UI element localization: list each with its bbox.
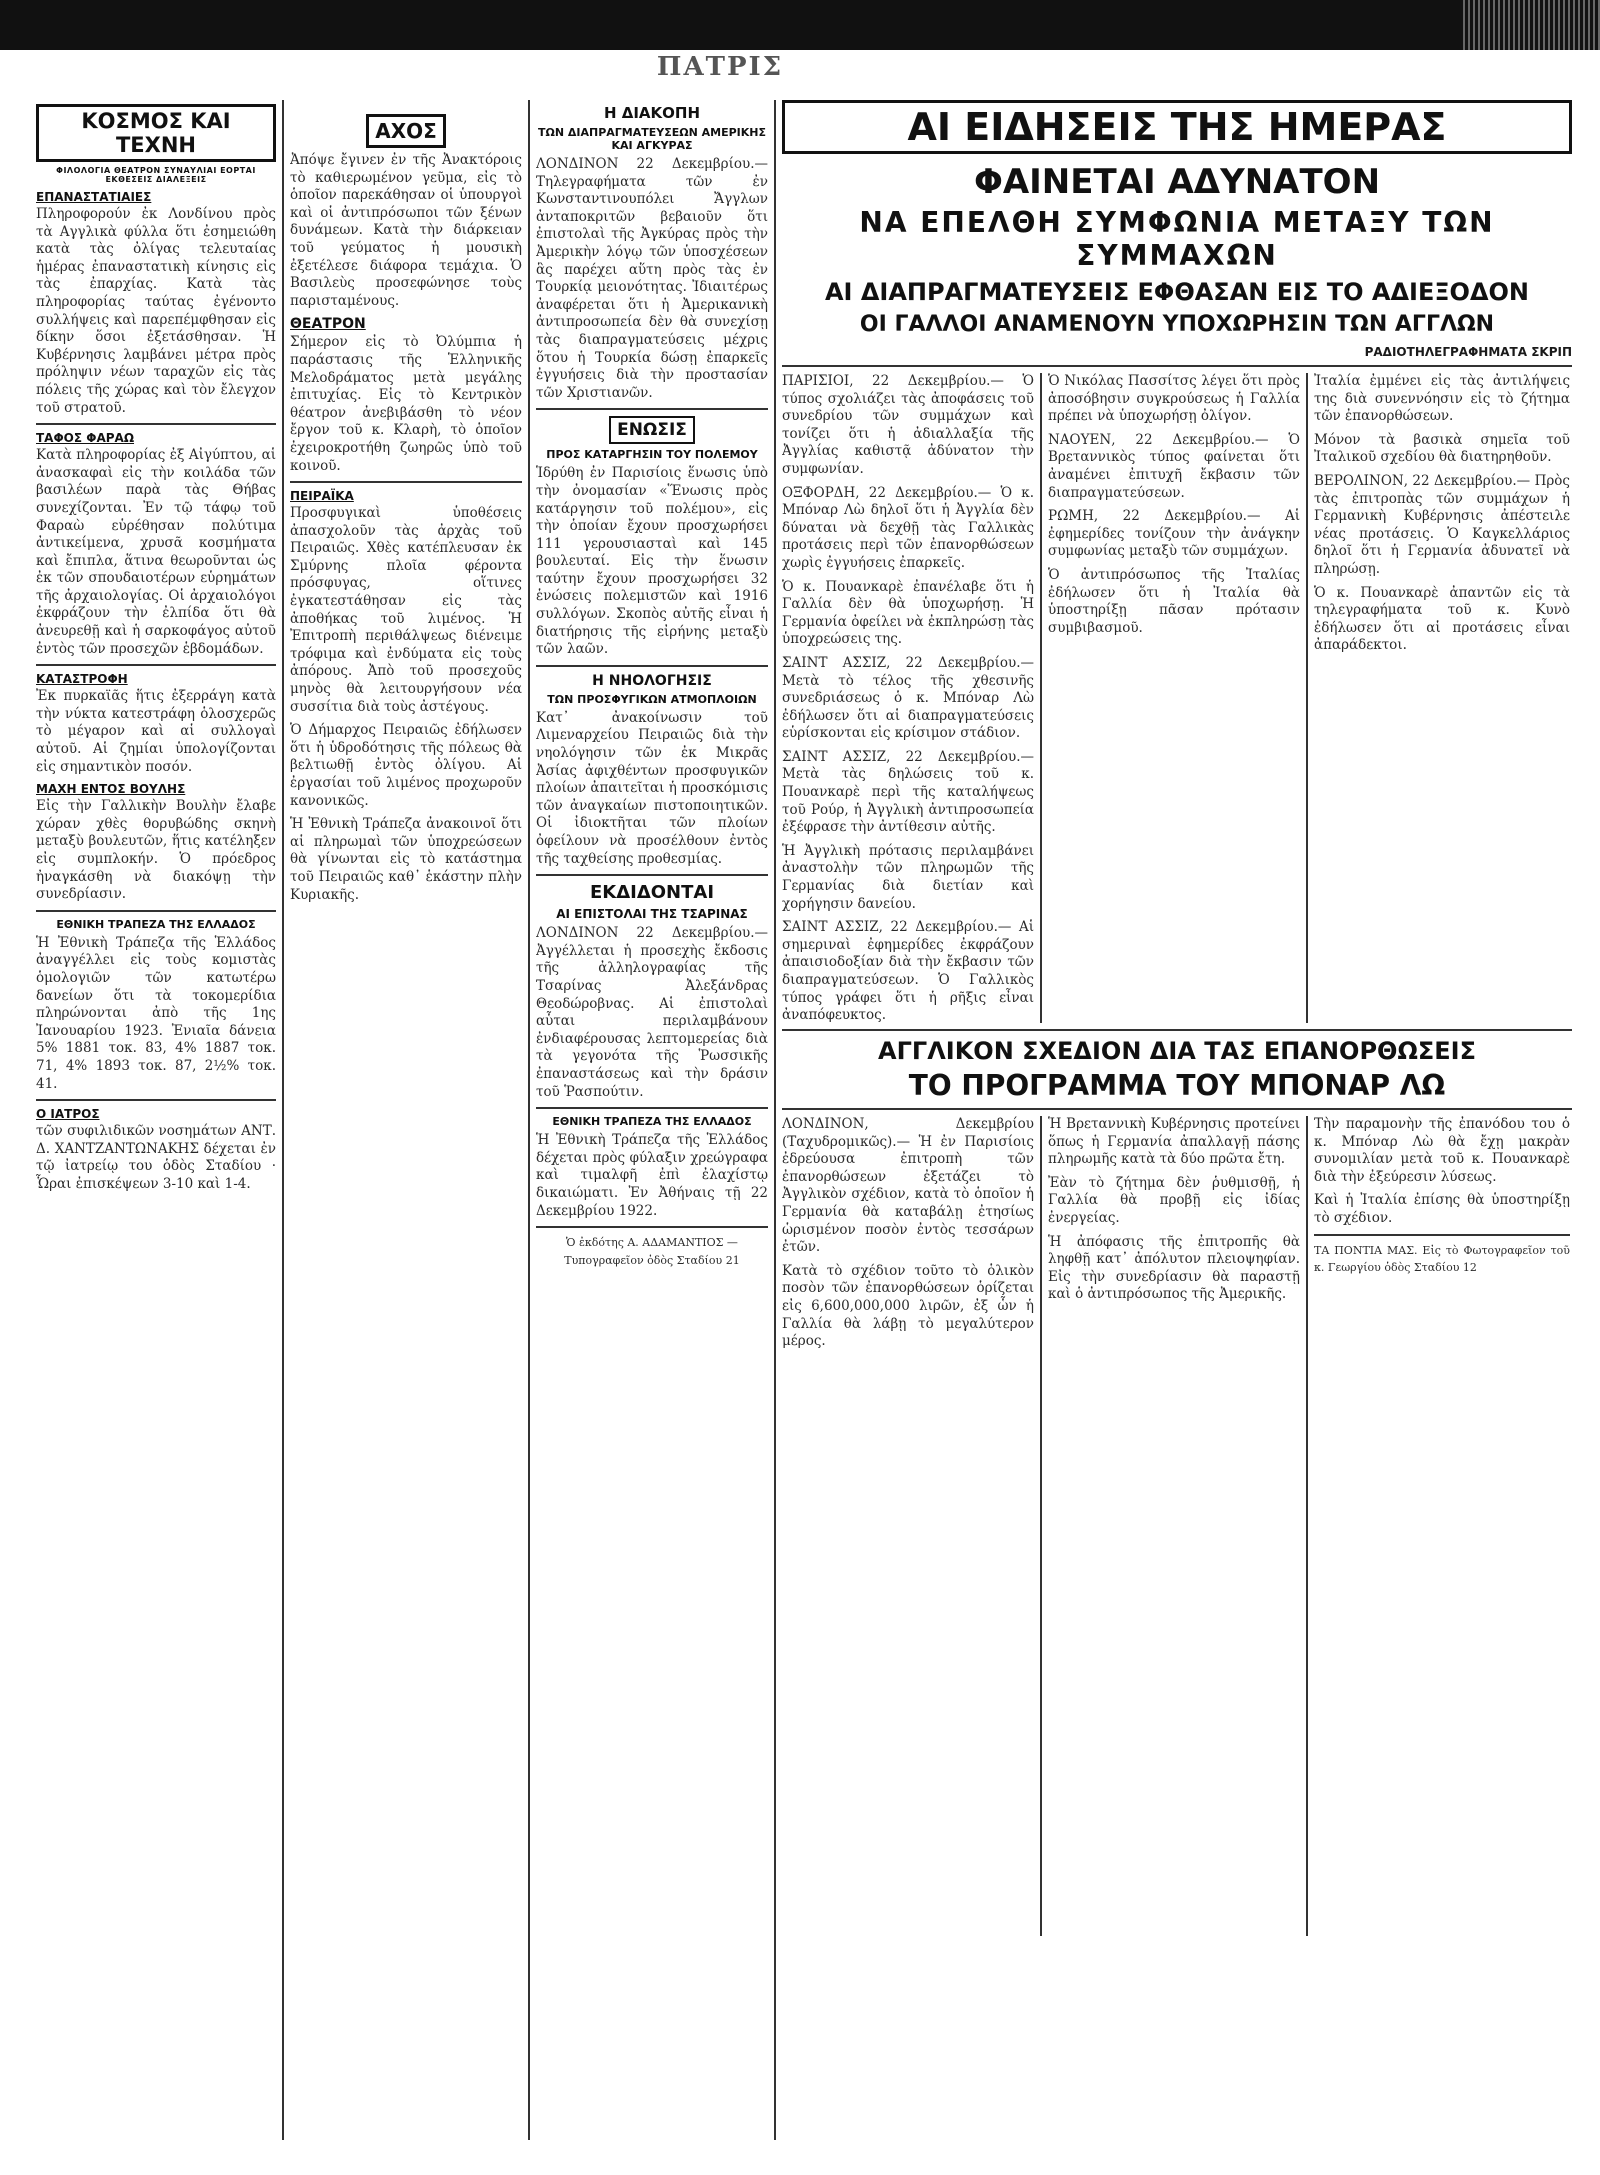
article-italia: Ἰταλία ἐμμένει εἰς τὰς ἀντιλήψεις της διὰ συνεννόησιν εἰς τὸ ζήτημα τῶν ἐπανορθώσεων. [1314,373,1570,425]
radiotelegrams-label: ΡΑΔΙΟΤΗΛΕΓΡΑΦΗΜΑΤΑ ΣΚΡΙΠ [1364,345,1572,359]
article-parisioi: ΠΑΡΙΣΙΟΙ, 22 Δεκεμβρίου.— Ὁ τύπος σχολιάζει τὰς ἀποφάσεις τοῦ συνεδρίου τῶν συμμάχων καὶ τονίζει ὅτι ἡ ἀδιαλλαξία τῆς Ἀγγλίας καθιστᾷ ἀδύνατον τὴν συμφωνίαν. [782,373,1034,477]
divider [782,365,1572,367]
heading-enosis: ΕΝΩΣΙΣ [609,416,695,444]
subheading-enosis: ΠΡΟΣ ΚΑΤΑΡΓΗΣΙΝ ΤΟΥ ΠΟΛΕΜΟΥ [546,448,758,462]
divider [782,1108,1572,1110]
heading-maxi-entos-voulis: ΜΑΧΗ ΕΝΤΟΣ ΒΟΥΛΗΣ [36,782,186,797]
article-maxi-entos-voulis: Εἰς τὴν Γαλλικὴν Βουλὴν ἔλαβε χώραν χθὲς θορυβώδης σκηνὴ μεταξὺ βουλευτῶν, ἥτις κατέληξεν εἰς συμπλοκήν. Ὁ πρόεδρος ἠναγκάσθη νὰ διακόψῃ τὴν συνεδρίασιν. [36,798,276,903]
column-rule [1040,373,1042,1023]
divider [536,665,768,667]
article-apofasis-epitropis: Ἡ ἀπόφασις τῆς ἐπιτροπῆς θὰ ληφθῇ κατ᾽ ἀπόλυτον πλειοψηφίαν. Εἰς τὴν συνεδρίασιν θὰ παραστῇ καὶ ὁ ἀντιπρόσωπος τῆς Ἀμερικῆς. [1048,1233,1300,1303]
news-column-4 [782,1116,1034,1936]
article-niologisis: Κατ᾽ ἀνακοίνωσιν τοῦ Λιμεναρχείου Πειραιῶς διὰ τὴν νηολόγησιν τῶν ἐκ Μικρᾶς Ἀσίας ἀφιχθέντων προσφυγικῶν πλοίων ἀπαιτεῖται ἡ προσκόμισις τῶν ἀναγκαίων πιστοποιητικῶν. Οἱ ἰδιοκτῆται τῶν πλοίων ὀφείλουν νὰ προσέλθουν ἐντὸς τῆς ταχθείσης προθεσμίας. [536,709,768,867]
notice-ethniki-trapeza-2: Ἡ Ἐθνικὴ Τράπεζα τῆς Ἑλλάδος δέχεται πρὸς φύλαξιν χρεώγραφα καὶ τιμαλφῆ ἐπὶ ἐλαχίστῳ δικαιώματι. Ἐν Ἀθήναις τῇ 22 Δεκεμβρίου 1922. [536,1132,768,1219]
article-romi: ΡΩΜΗ, 22 Δεκεμβρίου.— Αἱ ἐφημερίδες τονίζουν τὴν ἀνάγκην συμφωνίας μεταξὺ τῶν συμμάχων. [1048,508,1300,560]
article-diakopi: ΛΟΝΔΙΝΟΝ 22 Δεκεμβρίου.— Τηλεγραφήματα τῶν ἐν Κωνσταντινουπόλει Ἄγγλων ἀνταποκριτῶν βεβαιοῦν ὅτι ἐπιστολαὶ τῆς Ἀγκύρας πρὸς τὴν Ἀμερικὴν λόγῳ τῶν ὑποσχέσεων ἃς παρέχει αὕτη πρὸς τὰς ἐν Τουρκίᾳ μειονότητας. Ἰδιαιτέρως ἀναφέρεται ὅτι ἡ Ἀμερικανικὴ ἀντιπροσωπεία δὲν θὰ συνεχίσῃ τὰς διαπραγματεύσεις μέχρις ὅτου ἡ Τουρκία δώσῃ ἐπαρκεῖς ἐγγυήσεις διὰ τὴν προστασίαν τῶν Χριστιανῶν. [536,156,768,401]
article-synoliko-poso: Κατὰ τὸ σχέδιον τοῦτο τὸ ὁλικὸν ποσὸν τῶν ἐπανορθώσεων ὁρίζεται εἰς 6,600,000,000 λιρῶν, ἐξ ὧν ἡ Γαλλία θὰ λάβῃ τὸ μεγαλύτερον μέρος. [782,1262,1034,1350]
article-peiraika-cont2: Ἡ Ἐθνικὴ Τράπεζα ἀνακοινοῖ ὅτι αἱ πληρωμαὶ τῶν ὑποχρεώσεων θὰ γίνωνται εἰς τὸ κατάστημα τοῦ Πειραιῶς καθ᾽ ἑκάστην πλὴν Κυριακῆς. [290,816,522,903]
divider [536,874,768,876]
article-italia-antiprosopos: Ὁ ἀντιπρόσωπος τῆς Ἰταλίας ἐδήλωσεν ὅτι ἡ Ἰταλία θὰ ὑποστηρίξῃ πᾶσαν πρότασιν συμβιβασμοῦ. [1048,566,1300,636]
divider [36,664,276,666]
column-rule [774,100,776,2140]
heading-peiraika: ΠΕΙΡΑΪΚΑ [290,489,354,504]
heading-theatron: ΘΕΑΤΡΟΝ [290,316,366,333]
divider [536,1107,768,1109]
article-theatron: Σήμερον εἰς τὸ Ὀλύμπια ἡ παράστασις τῆς Ἑλληνικῆς Μελοδράματος μετὰ μεγάλης ἐπιτυχίας. Εἰς τὸ Κεντρικὸν θέατρον ἀνεβιβάσθη τὸ νέον ἔργον τοῦ κ. Κλαρὴ, τὸ ὁποῖον ἐχειροκροτήθη ζωηρῶς ὑπὸ τοῦ κοινοῦ. [290,334,522,474]
article-peiraika-cont: Ὁ Δήμαρχος Πειραιῶς ἐδήλωσεν ὅτι ἡ ὑδροδότησις τῆς πόλεως θὰ βελτιωθῇ ἐντὸς ὀλίγου. Αἱ ἐργασίαι τοῦ λιμένος προχωροῦν κανονικῶς. [290,722,522,809]
heading-katastrofi: ΚΑΤΑΣΤΡΟΦΗ [36,672,128,687]
banner-eidiseis: ΑΙ ΕΙΔΗΣΕΙΣ ΤΗΣ ΗΜΕΡΑΣ [782,100,1572,154]
headline-adynaton: ΦΑΙΝΕΤΑΙ ΑΔΥΝΑΤΟΝ [973,162,1381,202]
news-column-5 [1048,1116,1300,1936]
ad-o-iatros: τῶν συφιλιδικῶν νοσημάτων ΑΝΤ. Δ. ΧΑΝΤΖΑΝΤΩΝΑΚΗΣ δέχεται ἐν τῷ ἰατρείῳ του ὁδὸς Σταδίου · Ὧραι ἐπισκέψεων 3-10 καὶ 1-4. [36,1123,276,1192]
subheading-diakopi: ΤΩΝ ΔΙΑΠΡΑΓΜΑΤΕΥΣΕΩΝ ΑΜΕΡΙΚΗΣ ΚΑΙ ΑΓΚΥΡΑΣ [537,126,767,152]
article-pouankare: Ὁ κ. Πουανκαρὲ ἐπανέλαβε ὅτι ἡ Γαλλία δὲν θὰ ὑποχωρήσῃ. Ἡ Γερμανία ὀφείλει νὰ ἐκπληρώσῃ τὰς ὑποχρεώσεις της. [782,578,1034,648]
column-rule [528,100,530,2140]
article-saint-assiz-2: ΣΑΙΝΤ ΑΣΣΙΖ, 22 Δεκεμβρίου.— Μετὰ τὰς δηλώσεις τοῦ κ. Πουανκαρὲ περὶ τῆς καταλήψεως τοῦ Ρούρ, ἡ Ἀγγλικὴ ἀντιπροσωπεία ἐξέφρασε τὴν ἀντίθεσιν αὐτῆς. [782,748,1034,836]
headline-ypochorisi: ΟΙ ΓΑΛΛΟΙ ΑΝΑΜΕΝΟΥΝ ΥΠΟΧΩΡΗΣΙΝ ΤΩΝ ΑΓΓΛΩΝ [859,312,1495,337]
news-column-6 [1314,1116,1570,1936]
news-column-3 [1314,373,1570,1023]
lower-news-columns [782,1116,1572,1936]
subheading-epistolai-tsarinas: ΑΙ ΕΠΙΣΤΟΛΑΙ ΤΗΣ ΤΣΑΡΙΝΑΣ [556,907,748,922]
masthead-fragment: ΠΑΤΡΙΣ [656,52,784,82]
section-title: ΚΟΣΜΟΣ ΚΑΙ ΤΕΧΝΗ [36,104,276,162]
imprint-footer: Ὁ ἐκδότης Α. ΑΔΑΜΑΝΤΙΟΣ — Τυπογραφεῖον ὁδὸς Σταδίου 21 [564,1236,740,1267]
article-peiraika: Προσφυγικαὶ ὑποθέσεις ἀπασχολοῦν τὰς ἀρχὰς τοῦ Πειραιῶς. Χθὲς κατέπλευσαν ἐκ Σμύρνης πλοῖα φέροντα πρόσφυγας, οἵτινες ἐγκατεστάθησαν εἰς τὰς ἀποθήκας τοῦ λιμένος. Ἡ Ἐπιτροπὴ περιθάλψεως διένειμε τρόφιμα καὶ ἐνδύματα εἰς τοὺς ἀπόρους. Ἀπὸ τοῦ προσεχοῦς μηνὸς θὰ λειτουργήσουν νέα συσσίτια διὰ τοὺς ἀστέγους. [290,505,522,715]
column-rule [1306,1116,1308,1936]
headline-programma-bonar-lo: ΤΟ ΠΡΟΓΡΑΜΜΑ ΤΟΥ ΜΠΟΝΑΡ ΛΩ [908,1069,1446,1102]
column-axos-theatron [290,100,522,2160]
heading-tafos-farao: ΤΑΦΟΣ ΦΑΡΑΩ [36,431,135,446]
news-column-1 [782,373,1034,1023]
article-italiko-schedio: Μόνον τὰ βασικὰ σημεῖα τοῦ Ἰταλικοῦ σχεδίου θὰ διατηρηθοῦν. [1314,431,1570,466]
article-epanastatiai: Πληροφορούν ἐκ Λονδίνου πρὸς τὰ Αγγλικὰ φύλλα ὅτι ἐσημειώθη κατὰ τὰς ὀλίγας τελευταίας ἡμέρας ἐπαναστατικὴ κίνησις εἰς τὰς ἐπαρχίας. Κατὰ τὰς πληροφορίας ταύτας ἐγένοντο συλλήψεις καὶ παρεπέμφθησαν εἰς δίκην ὅσοι ἐξετάσθησαν. Ἡ Κυβέρνησις λαμβάνει μέτρα πρὸς πρόληψιν νέων ταραχῶν εἰς τὰς πόλεις τῆς χώρας καὶ τὸν ἔλεγχον τοῦ στρατοῦ. [36,206,276,416]
news-column-2 [1048,373,1300,1023]
article-verolinon: ΒΕΡΟΛΙΝΟΝ, 22 Δεκεμβρίου.— Πρὸς τὰς ἐπιτροπὰς τῶν συμμάχων ἡ Γερμανικὴ Κυβέρνησις ἀπέστειλε νέας προτάσεις. Ὁ Καγκελλάριος δηλοῖ ὅτι ἡ Γερμανία ἀδυνατεῖ νὰ πληρώσῃ. [1314,472,1570,577]
article-paramoni: Τὴν παραμονὴν τῆς ἐπανόδου του ὁ κ. Μπόναρ Λὼ θὰ ἔχῃ μακρὰν συνομιλίαν μετὰ τοῦ κ. Πουανκαρὲ διὰ τὴν ἐξεύρεσιν λύσεως. [1314,1116,1570,1185]
article-angliki-protasis: Ἡ Ἀγγλικὴ πρότασις περιλαμβάνει ἀναστολὴν τῶν πληρωμῶν τῆς Γερμανίας διὰ διετίαν καὶ χορήγησιν δανείου. [782,842,1034,912]
article-saint-assiz-1: ΣΑΙΝΤ ΑΣΣΙΖ, 22 Δεκεμβρίου.— Μετὰ τὸ τέλος τῆς χθεσινῆς συνεδριάσεως ὁ κ. Μπόναρ Λὼ ἐδήλωσεν ὅτι αἱ διαπραγματεύσεις εὑρίσκονται εἰς κρίσιμον στάδιον. [782,654,1034,742]
article-axos: Ἀπόψε ἔγινεν ἐν τῆς Ἀνακτόροις τὸ καθιερωμένον γεῦμα, εἰς τὸ ὁποῖον παρεκάθησαν οἱ ὑπουργοὶ καὶ οἱ ἀντιπρόσωποι τῶν ξένων δυνάμεων. Κατὰ τὴν διάρκειαν τοῦ γεύματος ἡ μουσικὴ ἐξετέλεσε διάφορα τεμάχια. Ὁ Βασιλεὺς προσεφώνησε τοὺς παρισταμένους. [290,152,522,309]
heading-diakopi: Η ΔΙΑΚΟΠΗ [603,104,701,122]
heading-axos: ΑΧΟΣ [366,114,446,148]
divider [782,1029,1572,1031]
article-italia-schedio: Καὶ ἡ Ἰταλία ἐπίσης θὰ ὑποστηρίξῃ τὸ σχέδιον. [1314,1192,1570,1226]
heading-epanastatiai: ΕΠΑΝΑΣΤΑΤΙΑΙΕΣ [36,190,152,204]
column-rule [1306,373,1308,1023]
article-naouen: ΝΑΟΥΕΝ, 22 Δεκεμβρίου.— Ὁ Βρεταννικὸς τύπος φαίνεται ὅτι ἀναμένει ἐπιτυχῆ ἔκβασιν τῶν διαπραγματεύσεων. [1048,431,1300,501]
article-saint-assiz-3: ΣΑΙΝΤ ΑΣΣΙΖ, 22 Δεκεμβρίου.— Αἱ σημεριναὶ ἐφημερίδες ἐκφράζουν ἀπαισιοδοξίαν διὰ τὴν ἔκβασιν τῶν διαπραγματεύσεων. Ὁ Γαλλικὸς τύπος γράφει ὅτι ἡ ρῆξις εἶναι ἀναπόφευκτος. [782,919,1034,1023]
heading-ethniki-trapeza: ΕΘΝΙΚΗ ΤΡΑΠΕΖΑ ΤΗΣ ΕΛΛΑΔΟΣ [56,917,256,931]
article-oxfordi: ΟΞΦΟΡΔΗ, 22 Δεκεμβρίου.— Ὁ κ. Μπόναρ Λὼ δηλοῖ ὅτι ἡ Ἀγγλία δὲν δύναται νὰ δεχθῇ τὰς Γαλλικὰς προτάσεις περὶ τῶν ἐπανορθώσεων χωρὶς ἐγγυήσεις ἐπαρκεῖς. [782,484,1034,571]
article-gallia-energeies: Ἐὰν τὸ ζήτημα δὲν ῥυθμισθῇ, ἡ Γαλλία θὰ προβῇ εἰς ἰδίας ἐνεργείας. [1048,1174,1300,1226]
article-katastrofi: Ἐκ πυρκαϊᾶς ἥτις ἐξερράγη κατὰ τὴν νύκτα κατεστράφη ὁλοσχερῶς τὸ μέγαρον καὶ αἱ συλλογαὶ αὐτοῦ. Αἱ ζημίαι ὑπολογίζονται εἰς σημαντικὸν ποσόν. [36,688,276,775]
top-black-band [0,0,1600,50]
headline-angliko-schedio: ΑΓΓΛΙΚΟΝ ΣΧΕΔΙΟΝ ΔΙΑ ΤΑΣ ΕΠΑΝΟΡΘΩΣΕΙΣ [878,1037,1476,1065]
divider [290,481,522,483]
heading-niologisis: Η ΝΗΟΛΟΓΗΣΙΣ [592,672,712,689]
headline-symfonia: ΝΑ ΕΠΕΛΘΗ ΣΥΜΦΩΝΙΑ ΜΕΤΑΞΥ ΤΩΝ ΣΥΜΜΑΧΩΝ [859,206,1495,272]
heading-ethniki-trapeza-2: ΕΘΝΙΚΗ ΤΡΑΠΕΖΑ ΤΗΣ ΕΛΛΑΔΟΣ [552,1115,752,1129]
section-subtitle: ΦΙΛΟΛΟΓΙΑ ΘΕΑΤΡΟΝ ΣΥΝΑΥΛΙΑΙ ΕΟΡΤΑΙ ΕΚΘΕΣΕΙΣ ΔΙΑΛΕΞΕΙΣ [56,166,256,184]
divider [36,1099,276,1101]
divider [536,1226,768,1228]
divider [536,408,768,410]
article-vretanniki-kyvernisis: Ἡ Βρεταννικὴ Κυβέρνησις προτείνει ὅπως ἡ Γερμανία ἀπαλλαγῇ πάσης πληρωμῆς κατὰ τὰ δύο πρῶτα ἔτη. [1048,1116,1300,1168]
article-londinon: ΛΟΝΔΙΝΟΝ, Δεκεμβρίου (Ταχυδρομικῶς).— Ἡ ἐν Παρισίοις ἐδρεύουσα ἐπιτροπὴ τῶν ἐπανορθώσεων ἐξετάζει τὸ Ἀγγλικὸν σχέδιον, κατὰ τὸ ὁποῖον ἡ Γερμανία θὰ καταβάλῃ ἐτησίως ὡρισμένον ποσὸν ἐντὸς τεσσάρων ἐτῶν. [782,1116,1034,1256]
article-epistolai-tsarinas: ΛΟΝΔΙΝΟΝ 22 Δεκεμβρίου.— Ἀγγέλλεται ἡ προσεχὴς ἔκδοσις τῆς ἀλληλογραφίας τῆς Τσαρίνας Ἀλεξάνδρας Θεοδώροβνας. Αἱ ἐπιστολαὶ αὗται περιλαμβάνουν ἐνδιαφέρουσας λεπτομερείας διὰ τὰ γεγονότα τῆς Ῥωσσικῆς ἐπαναστάσεως καὶ τὴν δράσιν τοῦ Ῥασπούτιν. [536,925,768,1100]
column-diakopi [536,100,768,2160]
article-enosis: Ἱδρύθη ἐν Παρισίοις ἕνωσις ὑπὸ τὴν ὀνομασίαν «Ἕνωσις πρὸς κατάργησιν τοῦ πολέμου», εἰς τὴν ὁποίαν ἔχουν προσχωρήσει 111 γερουσιασταὶ καὶ 145 βουλευταί. Εἰς τὴν ἕνωσιν ταύτην ἔχουν προσχωρήσει 32 ἑνώσεις πολεμιστῶν καὶ 1916 συλλόγων. Σκοπὸς αὐτῆς εἶναι ἡ διατήρησις τῆς εἰρήνης μεταξὺ τῶν λαῶν. [536,465,768,658]
article-passits: Ὁ Νικόλας Πασσίτσς λέγει ὅτι πρὸς ἀποσόβησιν συγκρούσεως ἡ Γαλλία πρέπει νὰ ὑποχωρήσῃ ὀλίγον. [1048,373,1300,425]
article-tafos-farao: Κατὰ πληροφορίας ἐξ Αἰγύπτου, αἱ ἀνασκαφαὶ εἰς τὴν κοιλάδα τῶν βασιλέων παρὰ τὰς Θήβας συνεχίζονται. Ἐν τῷ τάφῳ τοῦ Φαραὼ εὑρέθησαν πολύτιμα ἀντικείμενα, χρυσᾶ κοσμήματα καὶ ἔπιπλα, ἅτινα θεωροῦνται ὡς ἐκ τῶν σπουδαιοτέρων εὑρημάτων τῆς ἀρχαιολογίας. Οἱ ἀρχαιολόγοι ἐκφράζουν τὴν ἐλπίδα ὅτι θὰ ἀνευρεθῇ καὶ ἡ σαρκοφάγος αὐτοῦ ἐντὸς τῶν προσεχῶν ἑβδομάδων. [36,447,276,657]
headline-adiexodon: ΑΙ ΔΙΑΠΡΑΓΜΑΤΕΥΣΕΙΣ ΕΦΘΑΣΑΝ ΕΙΣ ΤΟ ΑΔΙΕΞΟΔΟΝ [824,278,1530,306]
notice-ethniki-trapeza: Ἡ Ἐθνικὴ Τράπεζα τῆς Ἑλλάδος ἀναγγέλλει εἰς τοὺς κομιστὰς ὁμολογιῶν τῶν κατωτέρω δανείων ὅτι τὰ τοκομερίδια πληρώνονται ἀπὸ τῆς 1ης Ἰανουαρίου 1923. Ἐνιαῖα δάνεια 5% 1881 τοκ. 83, 4% 1887 τοκ. 71, 4% 1893 τοκ. 87, 2½% τοκ. 41. [36,934,276,1092]
subheading-niologisis: ΤΩΝ ΠΡΟΣΦΥΓΙΚΩΝ ΑΤΜΟΠΛΟΙΩΝ [547,692,757,706]
heading-o-iatros: Ο ΙΑΤΡΟΣ [36,1107,100,1122]
heading-ekdidontai: ΕΚΔΙΔΟΝΤΑΙ [589,882,715,904]
column-kosmos-kai-texni [36,100,276,2160]
upper-news-columns [782,373,1572,1023]
column-rule [1040,1116,1042,1936]
divider [36,423,276,425]
article-pouankare-apantisi: Ὁ κ. Πουανκαρὲ ἀπαντῶν εἰς τὰ τηλεγραφήματα τοῦ κ. Κυνὸ ἐδήλωσεν ὅτι αἱ προτάσεις εἶναι ἀπαράδεκτοι. [1314,584,1570,654]
divider [36,910,276,912]
ad-ta-ponta: ΤΑ ΠΟΝΤΙΑ ΜΑΣ. Εἰς τὸ Φωτογραφεῖον τοῦ κ. Γεωργίου ὁδὸς Σταδίου 12 [1314,1243,1570,1275]
column-rule [282,100,284,2140]
divider [1314,1234,1570,1236]
news-of-the-day-section [782,100,1572,2160]
